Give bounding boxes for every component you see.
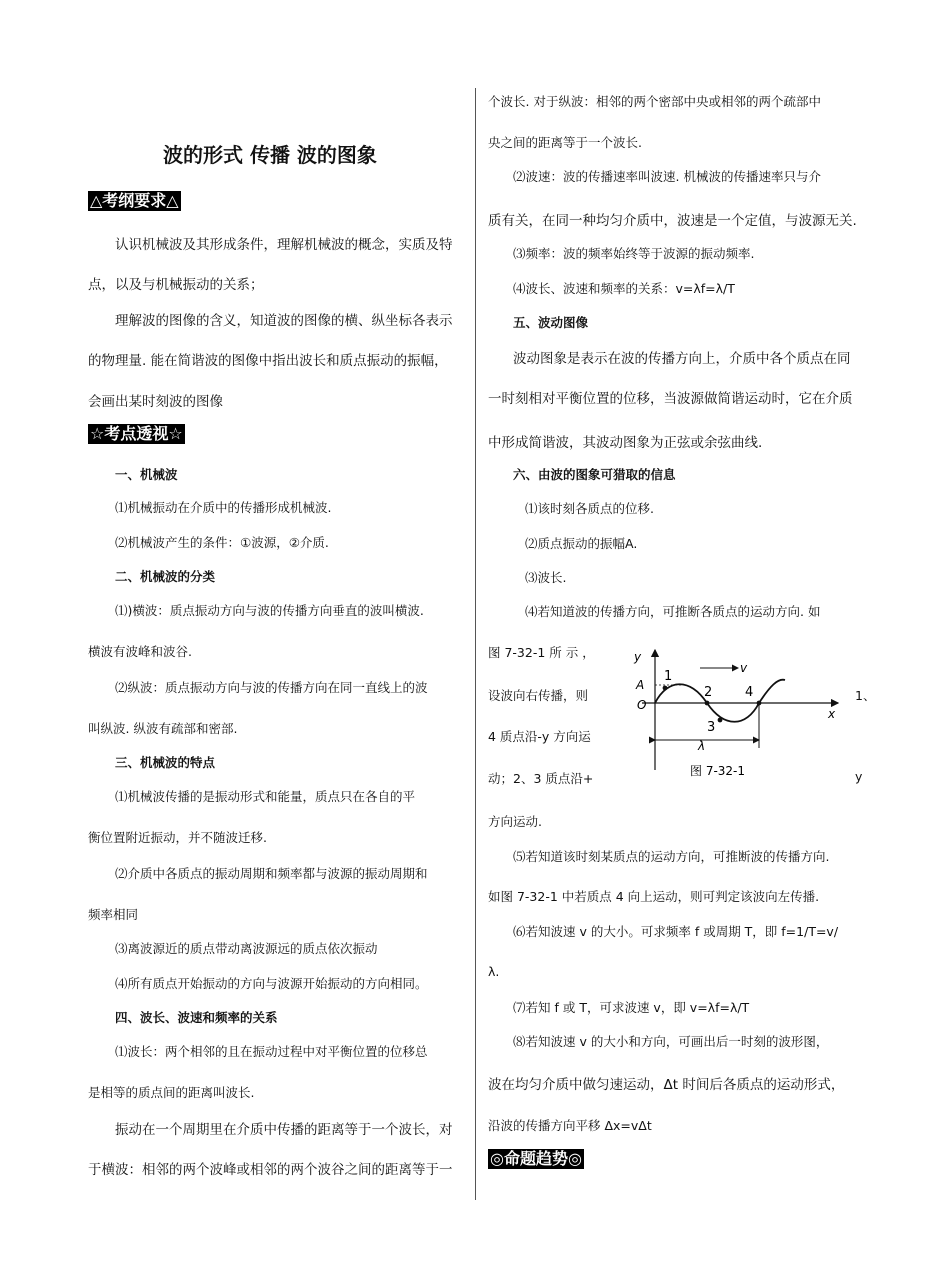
paragraph-line: ⑶离波源近的质点带动离波源远的质点依次振动 xyxy=(115,941,378,956)
paragraph-line: 叫纵波. 纵波有疏部和密部. xyxy=(88,721,238,736)
paragraph-line: ⑶波长. xyxy=(525,570,567,585)
subheading: 二、机械波的分类 xyxy=(115,569,216,584)
subheading: 三、机械波的特点 xyxy=(115,755,216,770)
section-heading-key-points: ☆考点透视☆ xyxy=(90,424,183,443)
paragraph-line: 会画出某时刻波的图像 xyxy=(88,394,223,410)
paragraph-line: ⑷若知道波的传播方向，可推断各质点的运动方向. 如 xyxy=(525,604,821,619)
wave-curve xyxy=(655,680,785,722)
wavelength-label: λ xyxy=(698,739,706,753)
point-3-label: 3 xyxy=(707,720,716,735)
paragraph-line: ⑴波长：两个相邻的且在振动过程中对平衡位置的位移总 xyxy=(115,1044,428,1059)
paragraph-line: 于横波：相邻的两个波峰或相邻的两个波谷之间的距离等于一 xyxy=(88,1162,453,1178)
velocity-label: v xyxy=(740,661,748,675)
paragraph-line: ⑻若知波速 v 的大小和方向，可画出后一时刻的波形图， xyxy=(513,1034,829,1049)
paragraph-line: λ. xyxy=(488,964,500,979)
paragraph-line: ⑴该时刻各质点的位移. xyxy=(525,501,654,516)
paragraph-line: 频率相同 xyxy=(88,907,139,922)
paragraph-line: ⑹若知波速 v 的大小。可求频率 f 或周期 T，即 f=1/T=v/ xyxy=(513,924,839,939)
paragraph-line: ⑴机械振动在介质中的传播形成机械波. xyxy=(115,500,332,515)
wave-figure xyxy=(628,648,848,780)
paragraph-line: ⑵机械波产生的条件：①波源，②介质. xyxy=(115,535,329,550)
section-heading-trends: ◎命题趋势◎ xyxy=(490,1149,582,1168)
paragraph-line: 认识机械波及其形成条件，理解机械波的概念，实质及特 xyxy=(115,237,453,253)
subheading: 五、波动图像 xyxy=(513,315,589,330)
page-title: 波的形式 传播 波的图象 xyxy=(163,143,377,167)
subheading: 六、由波的图象可猎取的信息 xyxy=(513,467,676,482)
paragraph-line: ⑵质点振动的振幅A. xyxy=(525,536,638,551)
paragraph-line: 一时刻相对平衡位置的位移，当波源做简谐运动时，它在介质 xyxy=(488,391,853,407)
paragraph-line: 沿波的传播方向平移 Δx=vΔt xyxy=(488,1118,652,1133)
section-heading-requirements: △考纲要求△ xyxy=(90,191,179,210)
point-1-label: 1 xyxy=(664,669,673,684)
paragraph-line: ⑷所有质点开始振动的方向与波源开始振动的方向相同。 xyxy=(115,976,428,991)
paragraph-line: 是相等的质点间的距离叫波长. xyxy=(88,1085,255,1100)
paragraph-line: 如图 7-32-1 中若质点 4 向上运动，则可判定该波向左传播. xyxy=(488,889,820,904)
paragraph-line: 振动在一个周期里在介质中传播的距离等于一个波长，对 xyxy=(115,1122,453,1138)
paragraph-line: 4 质点沿-y 方向运 xyxy=(488,729,591,744)
point-3-dot xyxy=(718,718,723,723)
paragraph-line: 动；2、3 质点沿+ xyxy=(488,771,594,786)
origin-label: O xyxy=(637,698,647,712)
paragraph-line: ⑵纵波：质点振动方向与波的传播方向在同一直线上的波 xyxy=(115,680,428,695)
paragraph-line: y xyxy=(855,769,863,784)
paragraph-line: ⑸若知道该时刻某质点的运动方向，可推断波的传播方向. xyxy=(513,849,830,864)
paragraph-line: 衡位置附近振动，并不随波迁移. xyxy=(88,830,267,845)
paragraph-line: 点，以及与机械振动的关系； xyxy=(88,277,264,293)
paragraph-line: 理解波的图像的含义，知道波的图像的横、纵坐标各表示 xyxy=(115,313,453,329)
figure-caption: 图 7-32-1 xyxy=(690,764,746,778)
paragraph-line: 设波向右传播，则 xyxy=(488,688,589,703)
paragraph-line: 图 7-32-1 所 示 ， xyxy=(488,645,595,660)
subheading: 一、机械波 xyxy=(115,467,178,482)
paragraph-line: ⑴机械波传播的是振动形式和能量，质点只在各自的平 xyxy=(115,789,416,804)
point-2-dot xyxy=(705,701,710,706)
paragraph-line: ⑴)横波：质点振动方向与波的传播方向垂直的波叫横波. xyxy=(115,603,424,618)
paragraph-line: 质有关，在同一种均匀介质中，波速是一个定值，与波源无关. xyxy=(488,213,857,229)
paragraph-line: 波动图象是表示在波的传播方向上，介质中各个质点在同 xyxy=(513,351,851,367)
point-1-dot xyxy=(663,686,668,691)
paragraph-line: 波在均匀介质中做匀速运动，Δt 时间后各质点的运动形式， xyxy=(488,1077,845,1093)
paragraph-line: ⑺若知 f 或 T，可求波速 v，即 v=λf=λ/T xyxy=(513,1000,750,1015)
paragraph-line: ⑶频率：波的频率始终等于波源的振动频率. xyxy=(513,246,755,261)
point-4-label: 4 xyxy=(745,685,754,700)
paragraph-line: 中形成简谐波，其波动图象为正弦或余弦曲线. xyxy=(488,435,763,451)
paragraph-line: ⑷波长、波速和频率的关系：v=λf=λ/T xyxy=(513,281,735,296)
paragraph-line: 1、 xyxy=(855,688,876,703)
paragraph-line: 横波有波峰和波谷. xyxy=(88,644,192,659)
paragraph-line: 个波长. 对于纵波：相邻的两个密部中央或相邻的两个疏部中 xyxy=(488,94,821,109)
column-divider xyxy=(475,88,476,1200)
subheading: 四、波长、波速和频率的关系 xyxy=(115,1010,278,1025)
paragraph-line: 央之间的距离等于一个波长. xyxy=(488,135,642,150)
paragraph-line: ⑵波速：波的传播速率叫波速. 机械波的传播速率只与介 xyxy=(513,169,821,184)
paragraph-line: 方向运动. xyxy=(488,814,542,829)
amplitude-label: A xyxy=(636,678,645,692)
point-2-label: 2 xyxy=(704,685,713,700)
paragraph-line: 的物理量. 能在简谐波的图像中指出波长和质点振动的振幅， xyxy=(88,353,448,369)
paragraph-line: ⑵介质中各质点的振动周期和频率都与波源的振动周期和 xyxy=(115,866,428,881)
point-4-dot xyxy=(757,701,762,706)
y-axis-label: y xyxy=(634,650,642,664)
x-axis-label: x xyxy=(828,707,836,721)
